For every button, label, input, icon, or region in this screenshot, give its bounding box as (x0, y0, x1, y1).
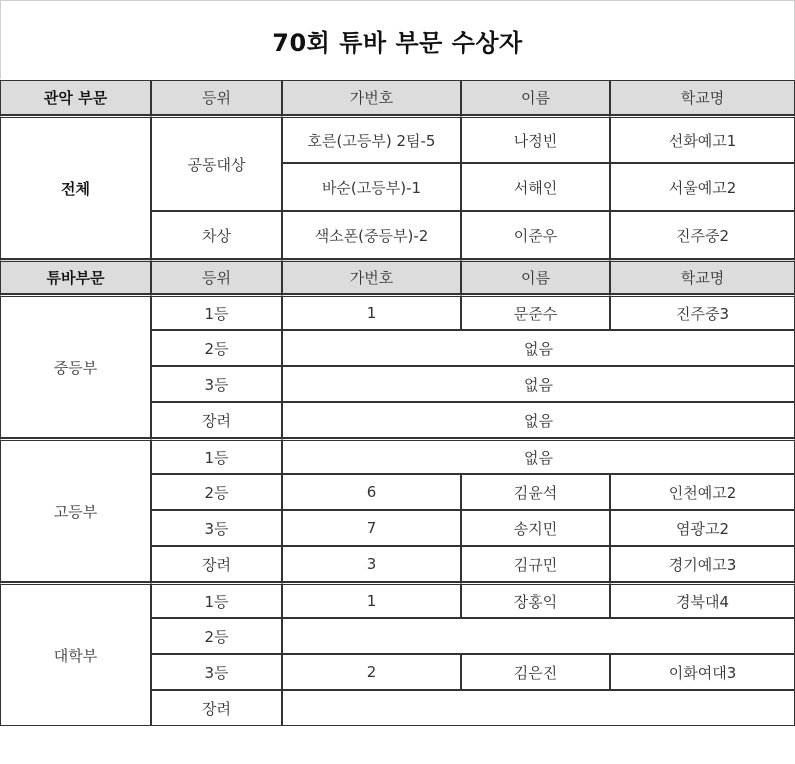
name-cell: 서해인 (461, 163, 610, 211)
division-label: 대학부 (0, 582, 151, 726)
number-cell: 호른(고등부) 2팀-5 (282, 115, 461, 163)
rank-cell: 2등 (151, 330, 282, 366)
section2-header-row (0, 259, 795, 294)
rank-cell: 2등 (151, 474, 282, 510)
number-cell: 바순(고등부)-1 (282, 163, 461, 211)
header-school: 학교명 (610, 80, 795, 115)
rank-cell: 3등 (151, 366, 282, 402)
number-cell: 7 (282, 510, 461, 546)
page-title: 70회 튜바 부문 수상자 (272, 28, 523, 57)
school-cell: 인천예고2 (610, 474, 795, 510)
school-cell: 경기예고3 (610, 546, 795, 582)
header-number: 가번호 (282, 80, 461, 115)
name-cell: 나정빈 (461, 115, 610, 163)
header-name: 이름 (461, 259, 610, 294)
name-cell: 김윤석 (461, 474, 610, 510)
rank-cell: 장려 (151, 402, 282, 438)
number-cell: 색소폰(중등부)-2 (282, 211, 461, 259)
school-cell: 진주중3 (610, 294, 795, 330)
name-cell: 문준수 (461, 294, 610, 330)
rank-cell: 1등 (151, 582, 282, 618)
table-row (0, 582, 795, 618)
school-cell: 염광고2 (610, 510, 795, 546)
awards-table (0, 80, 795, 726)
school-cell: 경북대4 (610, 582, 795, 618)
rank-cell: 차상 (151, 211, 282, 259)
rank-cell: 1등 (151, 438, 282, 474)
rank-cell: 장려 (151, 690, 282, 726)
none-cell: 없음 (282, 330, 795, 366)
name-cell: 장홍익 (461, 582, 610, 618)
header-name: 이름 (461, 80, 610, 115)
header-rank: 등위 (151, 259, 282, 294)
table-row (0, 438, 795, 474)
number-cell: 1 (282, 582, 461, 618)
none-cell: 없음 (282, 402, 795, 438)
school-cell: 이화여대3 (610, 654, 795, 690)
header-school: 학교명 (610, 259, 795, 294)
group-label: 전체 (0, 115, 151, 259)
rank-cell: 3등 (151, 654, 282, 690)
school-cell: 선화예고1 (610, 115, 795, 163)
rank-cell: 3등 (151, 510, 282, 546)
school-cell: 진주중2 (610, 211, 795, 259)
header-rank: 등위 (151, 80, 282, 115)
header-category: 튜바부문 (0, 259, 151, 294)
number-cell: 6 (282, 474, 461, 510)
name-cell: 김은진 (461, 654, 610, 690)
section1-header-row (0, 80, 795, 115)
rank-cell: 1등 (151, 294, 282, 330)
none-cell: 없음 (282, 438, 795, 474)
title-box (0, 0, 795, 79)
school-cell: 서울예고2 (610, 163, 795, 211)
table-row (0, 115, 795, 163)
rank-cell: 장려 (151, 546, 282, 582)
number-cell: 3 (282, 546, 461, 582)
empty-cell (282, 690, 795, 726)
name-cell: 김규민 (461, 546, 610, 582)
rank-cell: 공동대상 (151, 115, 282, 211)
division-label: 고등부 (0, 438, 151, 582)
division-label: 중등부 (0, 294, 151, 438)
table-row (0, 294, 795, 330)
name-cell: 송지민 (461, 510, 610, 546)
header-category: 관악 부문 (0, 80, 151, 115)
rank-cell: 2등 (151, 618, 282, 654)
number-cell: 2 (282, 654, 461, 690)
number-cell: 1 (282, 294, 461, 330)
name-cell: 이준우 (461, 211, 610, 259)
empty-cell (282, 618, 795, 654)
none-cell: 없음 (282, 366, 795, 402)
header-number: 가번호 (282, 259, 461, 294)
